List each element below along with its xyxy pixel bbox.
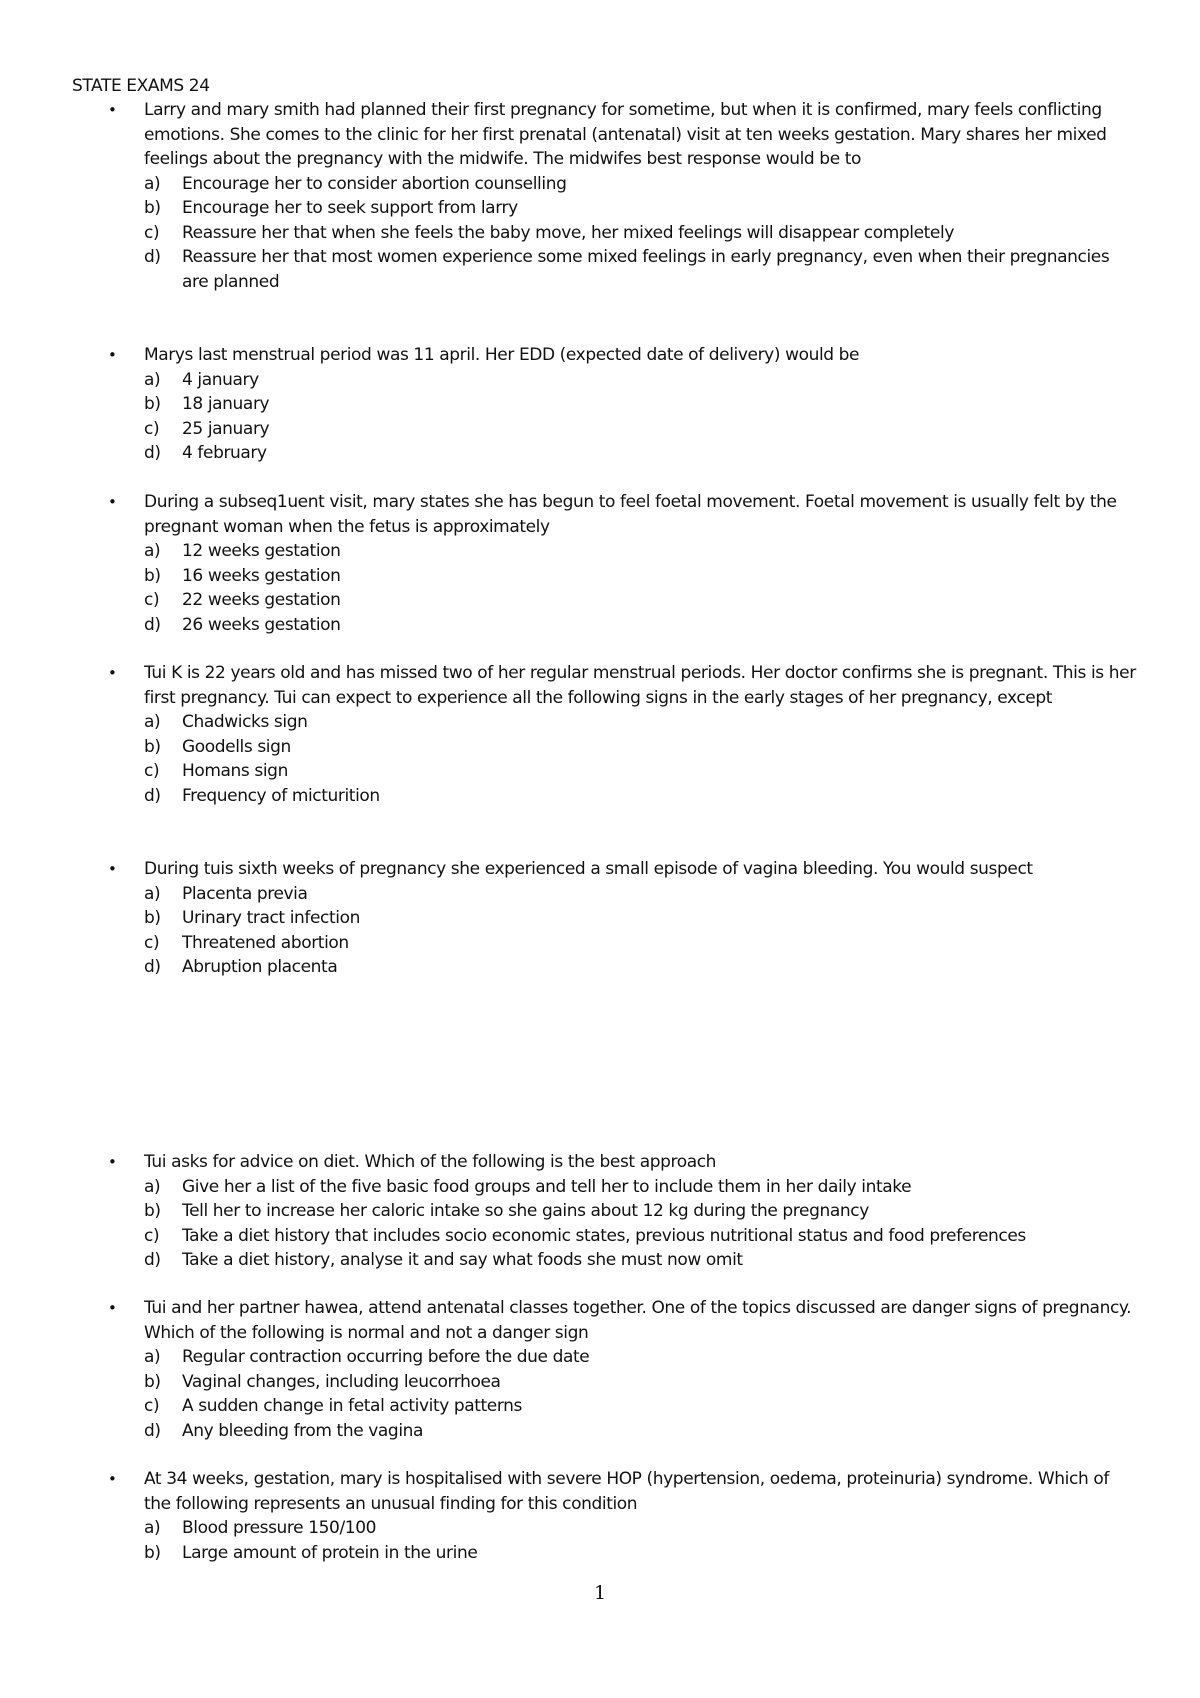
option-list [108,882,1138,980]
option-list [108,368,1138,466]
option-item [108,906,1138,931]
option-item [108,1419,1138,1444]
option-text: Encourage her to seek support from larry [182,198,518,218]
bullet-icon: • [108,346,117,364]
bullet-icon: • [108,664,117,682]
option-letter: b) [144,1371,161,1392]
option-text: Reassure her that most women experience some mixed feelings in early pregnancy, even when their pregnancies are planned [182,247,1110,292]
option-item [108,172,1138,197]
option-item [108,710,1138,735]
option-list [108,172,1138,295]
option-text: Give her a list of the five basic food groups and tell her to include them in her daily intake [182,1176,912,1197]
option-text: Large amount of protein in the urine [182,1542,478,1563]
option-item [108,245,1138,294]
option-letter: d) [144,785,161,806]
question-item [108,1150,1138,1273]
option-letter: b) [144,908,161,928]
option-list [108,1345,1138,1443]
question-item [108,1467,1138,1565]
option-item [108,784,1138,809]
option-letter: a) [144,1347,161,1367]
option-text: Homans sign [182,761,288,781]
option-item [108,392,1138,417]
question-text: At 34 weeks, gestation, mary is hospitalised with severe HOP (hypertension, oedema, proteinuria) syndrome. Which of the following represents an unusual finding for this condition [144,1469,1109,1514]
option-letter: d) [144,443,161,463]
option-item [108,1516,1138,1541]
option-item [108,1224,1138,1249]
option-text: Urinary tract infection [182,908,360,928]
option-text: 4 february [182,443,267,463]
option-text: 12 weeks gestation [182,541,341,561]
option-list [108,1175,1138,1273]
option-item [108,1175,1138,1200]
option-text: Vaginal changes, including leucorrhoea [182,1371,501,1392]
option-text: Frequency of micturition [182,785,380,806]
option-letter: b) [144,1201,161,1221]
option-text: 18 january [182,394,270,414]
question-item [108,343,1138,466]
option-letter: c) [144,590,160,610]
option-letter: a) [144,883,161,904]
option-letter: a) [144,541,161,561]
option-letter: a) [144,712,161,732]
option-text: Take a diet history, analyse it and say what foods she must now omit [182,1250,743,1270]
option-text: Take a diet history that includes socio economic states, previous nutritional status and food preferences [182,1225,1026,1246]
question-text: Tui asks for advice on diet. Which of the following is the best approach [144,1152,717,1172]
option-letter: d) [144,957,161,977]
option-list [108,710,1138,808]
option-item [108,1199,1138,1224]
option-letter: c) [144,932,160,953]
option-text: Chadwicks sign [182,712,308,732]
option-item [108,1394,1138,1419]
question-item [108,490,1138,637]
option-letter: a) [144,1518,161,1538]
option-text: Tell her to increase her caloric intake so she gains about 12 kg during the pregnancy [182,1201,869,1221]
question-item [108,857,1138,980]
document-title: STATE EXAMS 24 [72,76,210,96]
option-text: Regular contraction occurring before the due date [182,1347,590,1367]
option-item [108,588,1138,613]
bullet-icon: • [108,1470,117,1488]
option-letter: a) [144,369,161,390]
option-letter: c) [144,418,160,439]
bullet-icon: • [108,493,117,511]
option-item [108,1541,1138,1566]
page-number: 1 [593,1582,607,1604]
option-item [108,1345,1138,1370]
option-item [108,759,1138,784]
bullet-icon: • [108,1299,117,1317]
option-letter: c) [144,761,160,781]
option-text: 4 january [182,369,259,390]
option-letter: b) [144,198,161,218]
option-item [108,441,1138,466]
option-item [108,368,1138,393]
option-item [108,955,1138,980]
option-text: Reassure her that when she feels the baby move, her mixed feelings will disappear completely [182,222,954,243]
option-text: Goodells sign [182,736,291,757]
bullet-icon: • [108,101,117,119]
option-text: 25 january [182,418,270,439]
option-letter: b) [144,565,161,586]
option-item [108,564,1138,589]
option-text: Any bleeding from the vagina [182,1420,424,1441]
option-text: 22 weeks gestation [182,590,341,610]
option-text: Placenta previa [182,883,308,904]
option-text: 16 weeks gestation [182,565,341,586]
option-list [108,539,1138,637]
option-text: A sudden change in fetal activity patterns [182,1396,522,1416]
question-text: During a subseq1uent visit, mary states she has begun to feel foetal movement. Foetal movement is usually felt by the pregnant woman when the fetus is approximately [144,492,1117,537]
question-text: Marys last menstrual period was 11 april. Her EDD (expected date of delivery) would be [144,345,860,365]
option-item [108,417,1138,442]
option-item [108,882,1138,907]
option-item [108,735,1138,760]
question-text: Tui and her partner hawea, attend antenatal classes together. One of the topics discussed are danger signs of pregnancy. Which of the following is normal and not a danger sign [144,1298,1132,1343]
option-item [108,613,1138,638]
option-item [108,196,1138,221]
option-item [108,221,1138,246]
question-item [108,661,1138,808]
option-text: Encourage her to consider abortion counselling [182,173,567,194]
option-letter: d) [144,614,161,635]
bullet-icon: • [108,860,117,878]
option-text: Abruption placenta [182,957,338,977]
option-letter: b) [144,394,161,414]
option-letter: c) [144,222,160,243]
question-text: During tuis sixth weeks of pregnancy she experienced a small episode of vagina bleeding. You would suspect [144,859,1033,879]
option-text: 26 weeks gestation [182,614,341,635]
option-letter: b) [144,736,161,757]
question-text: Larry and mary smith had planned their first pregnancy for sometime, but when it is confirmed, mary feels conflicting emotions. She comes to the clinic for her first prenatal (antenatal) visit at ten weeks gestation. Mary shares her mixed feelings about the pregnancy with the midwife. The midwifes best response would be to [144,100,1107,169]
bullet-icon: • [108,1153,117,1171]
option-letter: c) [144,1225,160,1246]
option-item [108,539,1138,564]
option-letter: a) [144,1176,161,1197]
option-list [108,1516,1138,1565]
option-letter: d) [144,1420,161,1441]
option-text: Blood pressure 150/100 [182,1518,377,1538]
question-item [108,98,1138,294]
option-text: Threatened abortion [182,932,349,953]
option-item [108,1248,1138,1273]
question-text: Tui K is 22 years old and has missed two of her regular menstrual periods. Her doctor confirms she is pregnant. This is her first pregnancy. Tui can expect to experience all the following signs in the early stages of her pregnancy, except [144,663,1136,708]
question-item [108,1296,1138,1443]
option-letter: b) [144,1542,161,1563]
option-item [108,931,1138,956]
option-letter: c) [144,1396,160,1416]
option-letter: d) [144,247,161,267]
option-letter: d) [144,1250,161,1270]
option-letter: a) [144,173,161,194]
option-item [108,1370,1138,1395]
